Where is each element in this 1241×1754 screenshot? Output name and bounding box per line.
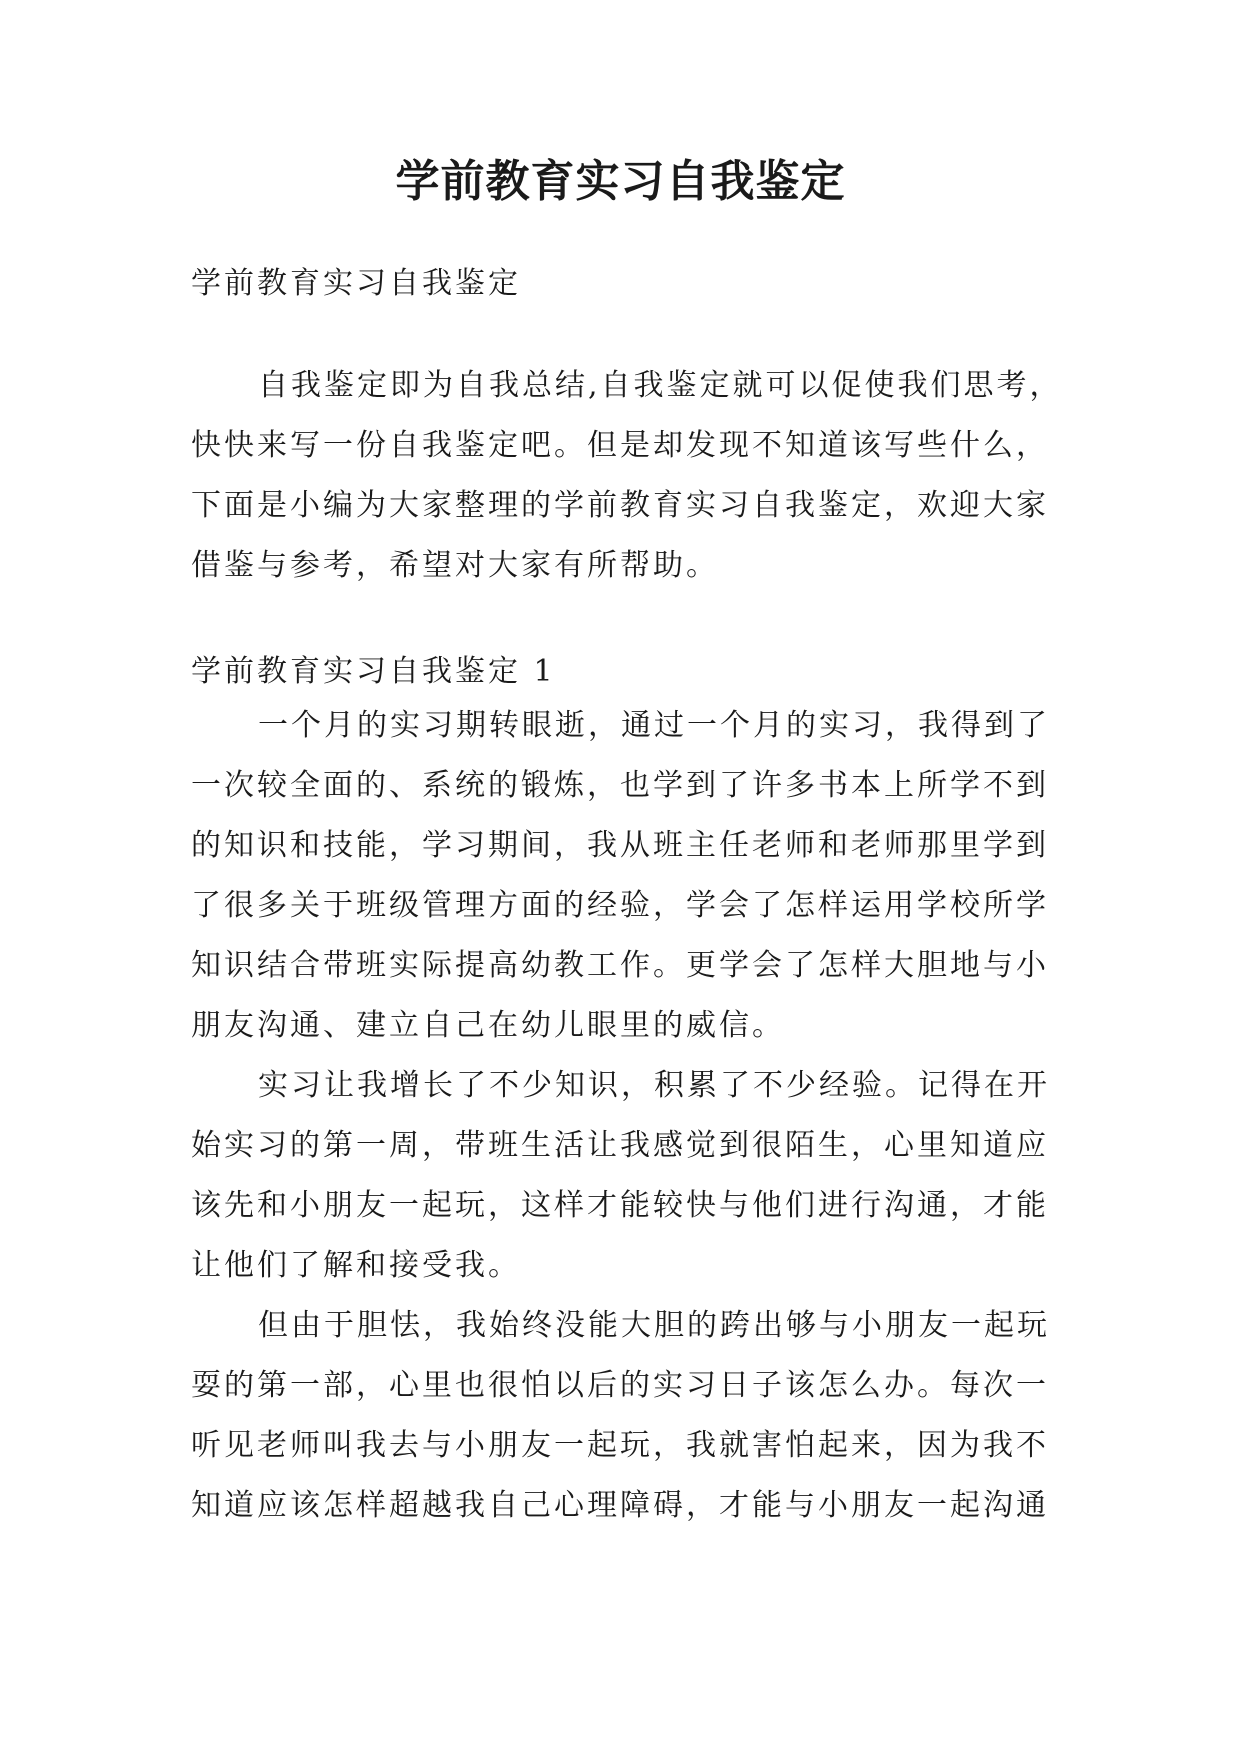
intro-line: 借鉴与参考，希望对大家有所帮助。 <box>191 548 719 583</box>
intro-line: 快快来写一份自我鉴定吧。但是却发现不知道该写些什么， <box>191 428 1049 463</box>
paragraph-line: 的知识和技能，学习期间，我从班主任老师和老师那里学到 <box>191 828 1049 863</box>
paragraph-line: 知识结合带班实际提高幼教工作。更学会了怎样大胆地与小 <box>191 948 1049 983</box>
paragraph-line: 实习让我增长了不少知识，积累了不少经验。记得在开 <box>258 1068 1050 1103</box>
paragraph-line: 一次较全面的、系统的锻炼，也学到了许多书本上所学不到 <box>191 768 1049 803</box>
paragraph-line: 知道应该怎样超越我自己心理障碍，才能与小朋友一起沟通 <box>191 1488 1049 1523</box>
paragraph-line: 朋友沟通、建立自己在幼儿眼里的威信。 <box>191 1008 785 1043</box>
intro-line: 自我鉴定即为自我总结,自我鉴定就可以促使我们思考， <box>258 368 1063 403</box>
paragraph-line: 但由于胆怯，我始终没能大胆的跨出够与小朋友一起玩 <box>258 1308 1050 1343</box>
page-title: 学前教育实习自我鉴定 <box>395 156 846 207</box>
paragraph-line: 该先和小朋友一起玩，这样才能较快与他们进行沟通，才能 <box>191 1188 1049 1223</box>
paragraph-line: 了很多关于班级管理方面的经验，学会了怎样运用学校所学 <box>191 888 1049 923</box>
intro-line: 下面是小编为大家整理的学前教育实习自我鉴定，欢迎大家 <box>191 488 1049 523</box>
paragraph-line: 耍的第一部，心里也很怕以后的实习日子该怎么办。每次一 <box>191 1368 1049 1403</box>
paragraph-line: 让他们了解和接受我。 <box>191 1248 521 1283</box>
paragraph-line: 听见老师叫我去与小朋友一起玩，我就害怕起来，因为我不 <box>191 1428 1049 1463</box>
section-heading: 学前教育实习自我鉴定 1 <box>191 654 556 689</box>
document-subtitle: 学前教育实习自我鉴定 <box>191 266 521 301</box>
paragraph-line: 一个月的实习期转眼逝，通过一个月的实习，我得到了 <box>258 708 1050 743</box>
paragraph-line: 始实习的第一周，带班生活让我感觉到很陌生，心里知道应 <box>191 1128 1049 1163</box>
